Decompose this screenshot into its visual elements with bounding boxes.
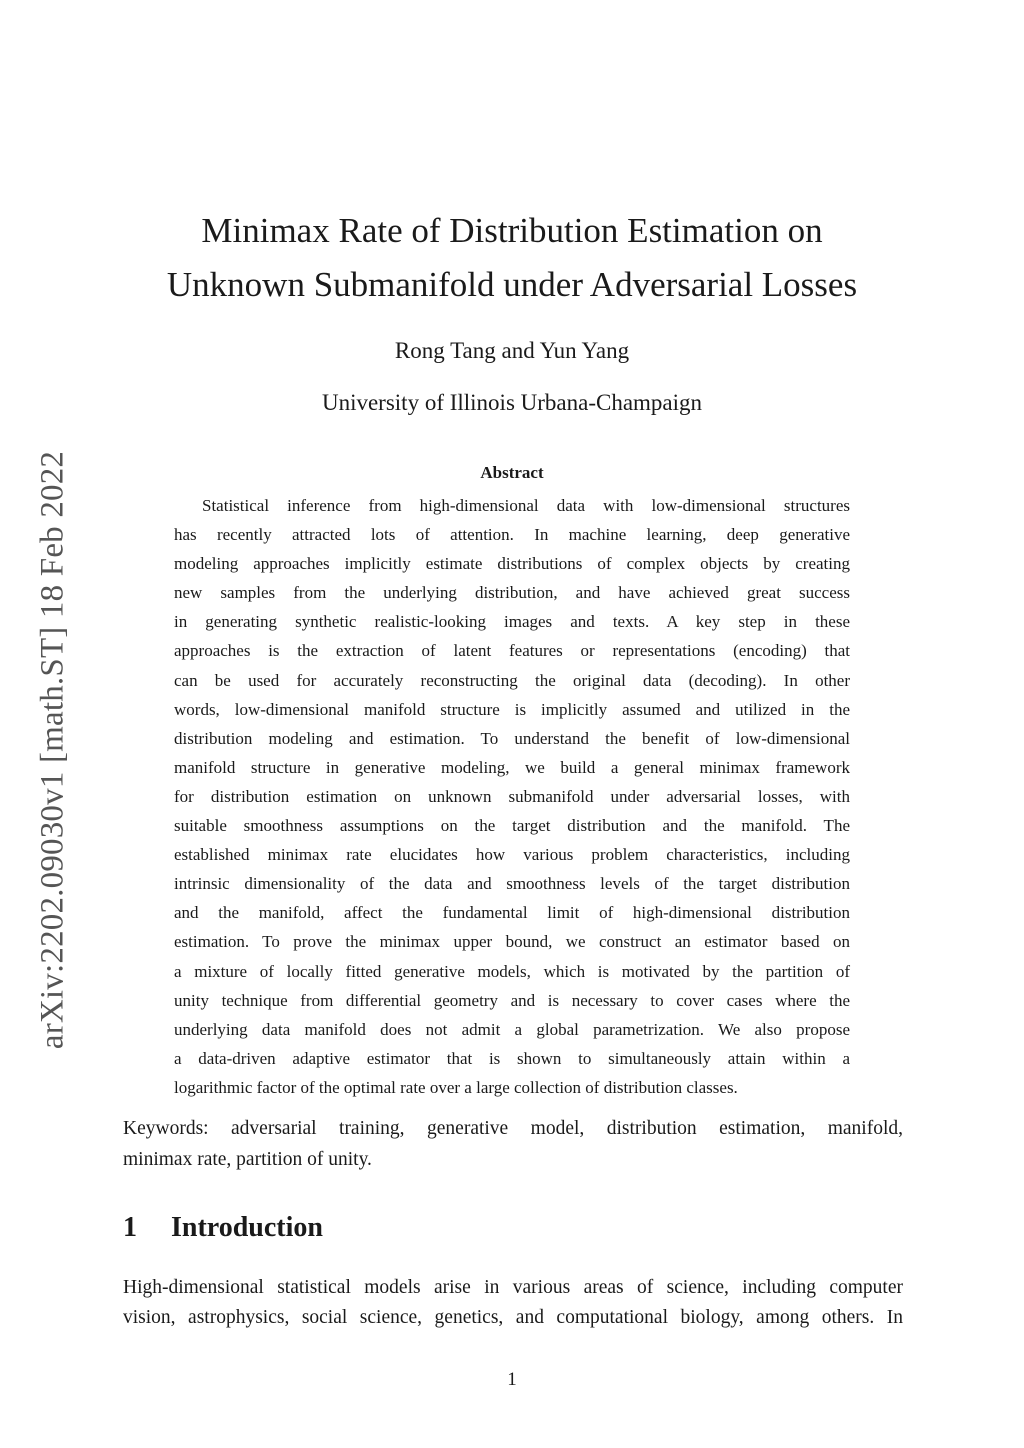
abstract-line: in generating synthetic realistic-looking images and texts. A key step in these: [174, 612, 850, 632]
abstract-line: can be used for accurately reconstructing the original data (decoding). In other: [174, 670, 850, 690]
abstract-line: and the manifold, affect the fundamental limit of high-dimensional distribution: [174, 903, 850, 923]
abstract-line: new samples from the underlying distribution, and have achieved great success: [174, 583, 850, 603]
keywords-line: Keywords: adversarial training, generative model, distribution estimation, manifold,: [123, 1118, 903, 1139]
paper-title: [130, 204, 894, 312]
abstract-line: estimation. To prove the minimax upper bound, we construct an estimator based on: [174, 932, 850, 952]
abstract-line: manifold structure in generative modeling, we build a general minimax framework: [174, 757, 850, 777]
abstract-line: intrinsic dimensionality of the data and smoothness levels of the target distribution: [174, 874, 850, 894]
section-number: 1: [123, 1212, 137, 1243]
abstract-line: approaches is the extraction of latent features or representations (encoding) that: [174, 641, 850, 661]
abstract-line: a mixture of locally fitted generative models, which is motivated by the partition of: [174, 961, 850, 981]
abstract-line: suitable smoothness assumptions on the target distribution and the manifold. The: [174, 816, 850, 836]
abstract-line: logarithmic factor of the optimal rate over a large collection of distribution classes.: [174, 1077, 738, 1097]
abstract-line: distribution modeling and estimation. To understand the benefit of low-dimensional: [174, 728, 850, 748]
abstract-line: Statistical inference from high-dimensional data with low-dimensional structures: [202, 496, 850, 515]
affiliation: University of Illinois Urbana-Champaign: [321, 390, 703, 415]
intro-paragraph: [123, 1273, 903, 1333]
authors: Rong Tang and Yun Yang: [394, 338, 630, 363]
abstract-line: established minimax rate elucidates how various problem characteristics, including: [174, 845, 850, 865]
intro-line: vision, astrophysics, social science, genetics, and computational biology, among others. In: [123, 1307, 903, 1328]
abstract-line: underlying data manifold does not admit a global parametrization. We also propose: [174, 1019, 850, 1039]
abstract-line: unity technique from differential geometry and is necessary to cover cases where the: [174, 990, 850, 1010]
keywords-line: minimax rate, partition of unity.: [123, 1149, 372, 1170]
abstract-body: [174, 491, 850, 1102]
intro-line: High-dimensional statistical models arise in various areas of science, including computer: [123, 1277, 903, 1298]
section-title: Introduction: [171, 1212, 323, 1243]
page-number: 1: [507, 1369, 517, 1390]
abstract-line: a data-driven adaptive estimator that is shown to simultaneously attain within a: [174, 1048, 850, 1068]
title-line: Minimax Rate of Distribution Estimation on: [201, 211, 823, 250]
abstract-line: has recently attracted lots of attention. In machine learning, deep generative: [174, 525, 850, 545]
title-line: Unknown Submanifold under Adversarial Losses: [166, 265, 858, 304]
arxiv-identifier: arXiv:2202.09030v1 [math.ST] 18 Feb 2022: [34, 450, 71, 1050]
abstract-line: for distribution estimation on unknown submanifold under adversarial losses, with: [174, 786, 850, 806]
abstract-line: modeling approaches implicitly estimate distributions of complex objects by creating: [174, 554, 850, 574]
section-heading: [123, 1212, 323, 1244]
abstract-line: words, low-dimensional manifold structure is implicitly assumed and utilized in the: [174, 699, 850, 719]
keywords: [123, 1113, 903, 1175]
abstract-heading: Abstract: [480, 463, 544, 482]
